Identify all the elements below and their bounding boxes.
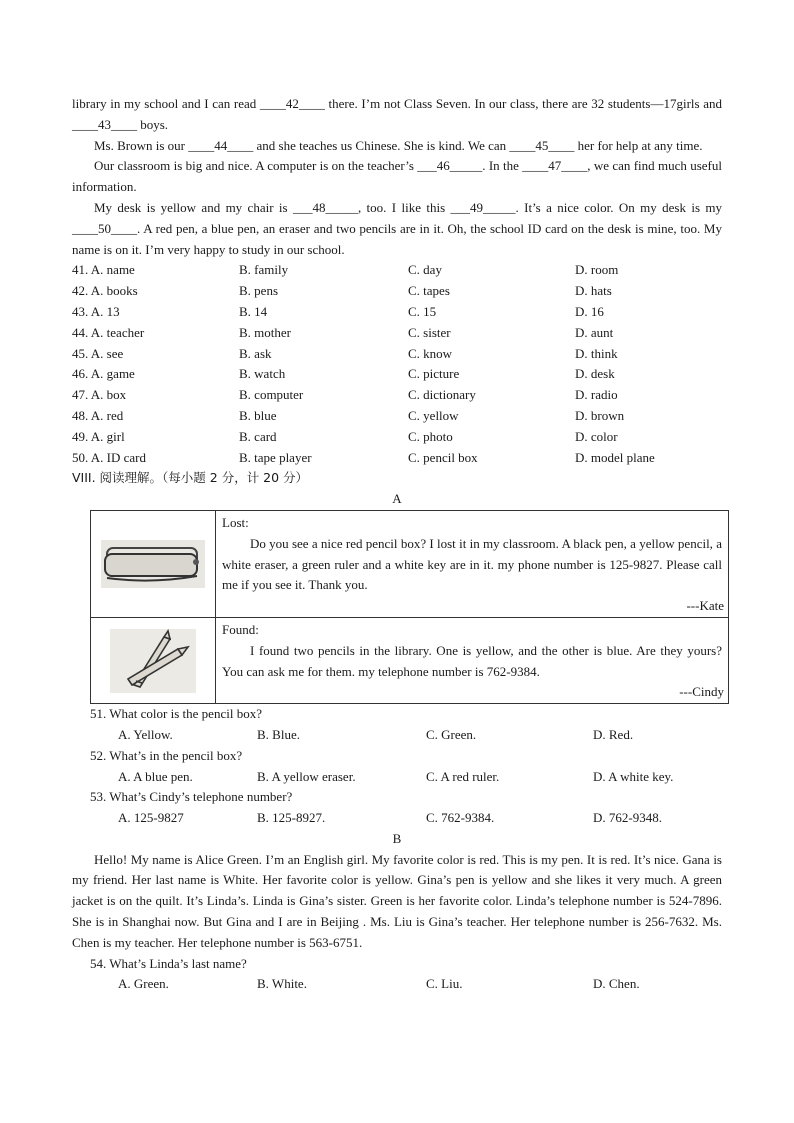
option-44-a: 44. A. teacher	[72, 324, 145, 340]
questions-part-a	[90, 704, 722, 829]
lost-picture-cell	[91, 510, 216, 617]
option-48-d: D. brown	[575, 407, 625, 423]
answer-52-c: C. A red ruler.	[426, 768, 500, 784]
option-49-a: 49. A. girl	[72, 428, 125, 444]
option-42-a: 42. A. books	[72, 283, 138, 299]
answers-51	[90, 725, 722, 746]
found-body: I found two pencils in the library. One is yellow, and the other is blue. Are they yours? You can ask me for them. my telephone number is 762-9384.	[222, 642, 722, 679]
found-signature: ---Cindy	[679, 684, 724, 700]
answer-54-c: C. Liu.	[426, 976, 463, 992]
option-row-45	[72, 344, 722, 365]
option-45-d: D. think	[575, 345, 618, 361]
lost-title: Lost:	[222, 514, 249, 530]
answer-52-a: A. A blue pen.	[118, 768, 193, 784]
answer-51-b: B. Blue.	[257, 726, 300, 742]
option-45-b: B. ask	[239, 345, 272, 361]
option-48-c: C. yellow	[408, 407, 459, 423]
part-a-label: A	[392, 491, 402, 507]
option-41-c: C. day	[408, 262, 442, 278]
question-53: 53. What’s Cindy’s telephone number?	[90, 789, 293, 805]
option-47-d: D. radio	[575, 387, 618, 403]
option-41-d: D. room	[575, 262, 619, 278]
answer-53-c: C. 762-9384.	[426, 810, 495, 826]
found-text-cell	[216, 617, 729, 703]
pencils-icon	[110, 629, 196, 693]
answer-51-a: A. Yellow.	[118, 726, 173, 742]
option-50-b: B. tape player	[239, 449, 312, 465]
option-44-c: C. sister	[408, 324, 451, 340]
questions-part-b	[90, 954, 722, 996]
question-52: 52. What’s in the pencil box?	[90, 747, 243, 763]
option-43-c: C. 15	[408, 303, 437, 319]
found-picture-cell	[91, 617, 216, 703]
option-row-47	[72, 385, 722, 406]
exam-page	[72, 94, 722, 995]
cloze-paragraph-4: My desk is yellow and my chair is ___48_____, too. I like this ___49_____. It’s a nice color. On my desk is my ____50____. A red pen, a blue pen, an eraser and two pencils are in it. Oh, the school ID card on the desk is mine, too. My name is on it. I’m very happy to study in our school.	[72, 199, 722, 257]
section-heading-reading: VIII. 阅读理解。（每小题 2 分，计 20 分）	[72, 470, 309, 486]
option-48-b: B. blue	[239, 407, 277, 423]
answer-52-b: B. A yellow eraser.	[257, 768, 356, 784]
option-42-d: D. hats	[575, 283, 612, 299]
answer-51-d: D. Red.	[593, 726, 634, 742]
option-41-b: B. family	[239, 262, 289, 278]
answer-54-a: A. Green.	[118, 976, 169, 992]
option-46-a: 46. A. game	[72, 366, 135, 382]
option-47-a: 47. A. box	[72, 387, 127, 403]
option-48-a: 48. A. red	[72, 407, 124, 423]
option-row-41	[72, 260, 722, 281]
option-row-48	[72, 406, 722, 427]
option-50-d: D. model plane	[575, 449, 655, 465]
option-44-d: D. aunt	[575, 324, 614, 340]
part-b-passage: Hello! My name is Alice Green. I’m an English girl. My favorite color is red. This is my pen. It is red. It’s nice. Gana is my friend. Her last name is White. Her favorite color is yellow. Gina’s pen is yellow and she likes it very much. A green jacket is on the quilt. It’s Linda’s. Linda is Gina’s sister. Green is her favorite color. Linda’s telephone number is 524-7896. She is in Shanghai now. But Gina and I are in Beijing . Ms. Liu is Gina’s teacher. Her telephone number is 256-7632. Ms. Chen is my teacher. Her telephone number is 563-6751.	[72, 851, 722, 950]
option-row-50	[72, 448, 722, 469]
answer-54-b: B. White.	[257, 976, 307, 992]
lost-found-table	[90, 510, 729, 704]
option-50-c: C. pencil box	[408, 449, 478, 465]
option-43-a: 43. A. 13	[72, 303, 120, 319]
option-46-b: B. watch	[239, 366, 286, 382]
lost-signature: ---Kate	[686, 598, 724, 614]
option-46-d: D. desk	[575, 366, 615, 382]
option-45-a: 45. A. see	[72, 345, 124, 361]
cloze-paragraph-3: Our classroom is big and nice. A computer is on the teacher’s ___46_____. In the ____47____, we can find much useful information.	[72, 158, 722, 195]
cloze-paragraph-2: Ms. Brown is our ____44____ and she teaches us Chinese. She is kind. We can ____45____ her for help at any time.	[94, 137, 703, 153]
option-row-43	[72, 302, 722, 323]
option-43-b: B. 14	[239, 303, 268, 319]
question-54: 54. What’s Linda’s last name?	[90, 955, 247, 971]
lost-notice-row	[91, 510, 729, 617]
found-title: Found:	[222, 621, 259, 637]
option-44-b: B. mother	[239, 324, 291, 340]
option-42-b: B. pens	[239, 283, 278, 299]
option-row-49	[72, 427, 722, 448]
option-49-d: D. color	[575, 428, 618, 444]
part-b-label: B	[392, 830, 402, 846]
option-41-a: 41. A. name	[72, 262, 135, 278]
answers-52	[90, 767, 722, 788]
option-49-b: B. card	[239, 428, 277, 444]
answer-54-d: D. Chen.	[593, 976, 640, 992]
option-row-46	[72, 364, 722, 385]
option-45-c: C. know	[408, 345, 453, 361]
question-51: 51. What color is the pencil box?	[90, 706, 262, 722]
option-42-c: C. tapes	[408, 283, 450, 299]
option-row-44	[72, 323, 722, 344]
cloze-options	[72, 260, 722, 468]
lost-body: Do you see a nice red pencil box? I lost it in my classroom. A black pen, a yellow pencil, a white eraser, a green ruler and a white key are in it. my phone number is 125-9827. Please call me if you see it. Thank you.	[222, 535, 722, 593]
option-43-d: D. 16	[575, 303, 604, 319]
answer-53-d: D. 762-9348.	[593, 810, 662, 826]
option-46-c: C. picture	[408, 366, 460, 382]
answers-54	[90, 974, 722, 995]
option-row-42	[72, 281, 722, 302]
option-47-c: C. dictionary	[408, 387, 476, 403]
pencil-box-icon	[101, 540, 205, 588]
option-50-a: 50. A. ID card	[72, 449, 147, 465]
option-49-c: C. photo	[408, 428, 453, 444]
answers-53	[90, 808, 722, 829]
answer-53-a: A. 125-9827	[118, 810, 184, 826]
answer-53-b: B. 125-8927.	[257, 810, 326, 826]
found-notice-row	[91, 617, 729, 703]
answer-51-c: C. Green.	[426, 726, 477, 742]
option-47-b: B. computer	[239, 387, 304, 403]
answer-52-d: D. A white key.	[593, 768, 674, 784]
lost-text-cell	[216, 510, 729, 617]
cloze-paragraph-1: library in my school and I can read ____42____ there. I’m not Class Seven. In our class, there are 32 students—17girls and ____43____ boys.	[72, 96, 722, 132]
